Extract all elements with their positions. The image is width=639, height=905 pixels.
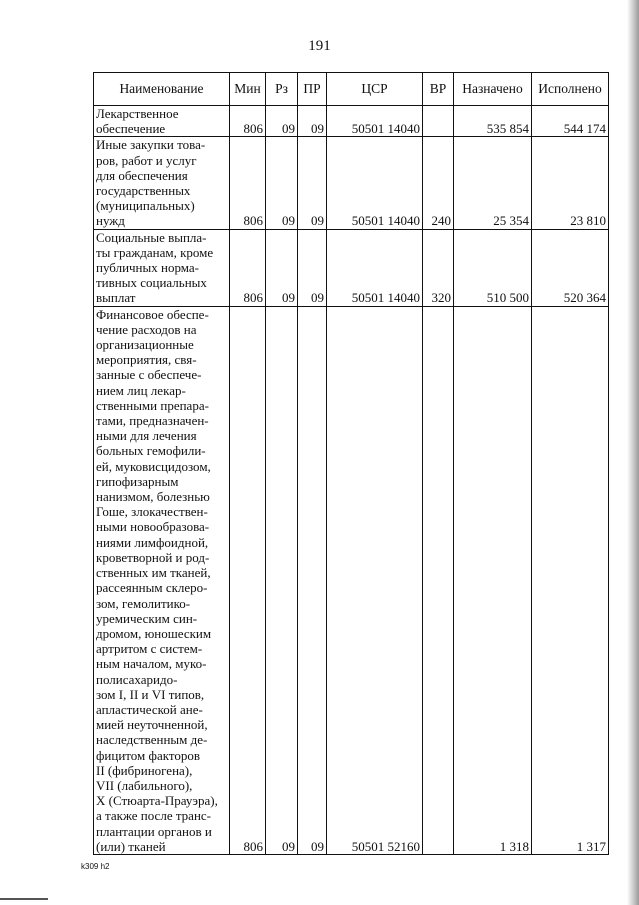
name-line: обеспечение [96,121,166,137]
table-row [94,306,609,854]
cell-min: 806 [230,106,266,137]
cell-pr: 09 [298,106,327,137]
name-line: Финансовое обеспе- [96,306,209,322]
cell-name [94,137,230,229]
cell-executed: 544 174 [532,106,609,137]
cell-name [94,229,230,306]
name-line: нием лиц лекар- [96,382,186,398]
cell-pr: 09 [298,229,327,306]
cell-rz: 09 [266,106,298,137]
cell-rz: 09 [266,137,298,229]
name-line: ными новообразова- [96,519,210,535]
cell-csr: 50501 52160 [327,306,423,854]
name-line: больных гемофили- [96,443,206,459]
cell-min: 806 [230,137,266,229]
header-name: Наименование [94,73,230,106]
cell-executed: 1 317 [532,306,609,854]
name-line: организационные [96,337,194,353]
name-line: а также после транс- [96,808,212,824]
name-line: ты гражданам, кроме [96,244,214,260]
name-line: ниями лимфоидной, [96,534,209,550]
name-line: ственными препара- [96,397,209,413]
cell-pr: 09 [298,137,327,229]
name-line: дромом, юношеским [96,625,212,641]
cell-vr: 240 [423,137,454,229]
name-line: для обеспечения [96,167,188,183]
name-line: зом, гемолитико- [96,595,191,611]
name-line: чение расходов на [96,321,197,337]
name-line: тивных социальных [96,275,207,291]
name-line: уремическим син- [96,610,198,626]
name-line: зом I, II и VI типов, [96,686,205,702]
cell-assigned: 510 500 [454,229,532,306]
cell-vr: 320 [423,229,454,306]
header-rz: Рз [266,73,298,106]
name-line: X (Стюарта-Прауэра), [96,793,218,809]
name-line: Иные закупки това- [96,137,206,153]
name-line: (муниципальных) [96,198,195,214]
name-line: рассеянным склеро- [96,580,208,596]
cell-assigned: 25 354 [454,137,532,229]
cell-pr: 09 [298,306,327,854]
name-line: (или) тканей [96,838,166,854]
footer-code: k309 h2 [81,862,110,871]
name-line: фицитом факторов [96,747,201,763]
budget-table [93,72,609,855]
cell-executed: 23 810 [532,137,609,229]
name-line: нанизмом, болезнью [96,489,210,505]
name-line: выплат [96,290,136,306]
name-line: апластической ане- [96,701,203,717]
name-line: Лекарственное [96,106,179,121]
table-row [94,137,609,229]
cell-min: 806 [230,306,266,854]
cell-name [94,106,230,137]
cell-name [94,306,230,854]
name-line: ными для лечения [96,428,197,444]
name-line: плантации органов и [96,823,212,839]
cell-assigned: 1 318 [454,306,532,854]
cell-rz: 09 [266,306,298,854]
cell-vr [423,106,454,137]
name-line: ным началом, муко- [96,656,207,672]
name-line: государственных [96,183,191,199]
name-line: ей, муковисцидозом, [96,458,211,474]
name-line: ров, работ и услуг [96,152,197,168]
name-line: публичных норма- [96,260,199,276]
table-body [94,106,609,855]
cell-csr: 50501 14040 [327,229,423,306]
header-vr: ВР [423,73,454,106]
table-row [94,106,609,137]
name-line: ственных им тканей, [96,565,211,581]
header-assigned: Назначено [454,73,532,106]
cell-csr: 50501 14040 [327,106,423,137]
table-header-row [94,73,609,106]
name-line: артритом с систем- [96,641,203,657]
name-line: гипофизарным [96,473,179,489]
cell-assigned: 535 854 [454,106,532,137]
name-line: тами, предназначен- [96,413,209,429]
scan-mark [0,898,48,900]
name-line: кроветворной и род- [96,549,210,565]
scan-edge-shadow [627,0,639,905]
header-pr: ПР [298,73,327,106]
page-number: 191 [308,38,331,54]
name-line: мией неуточненной, [96,717,208,733]
table-row [94,229,609,306]
name-line: VII (лабильного), [96,777,193,793]
name-line: нужд [96,213,125,229]
name-line: II (фибриногена), [96,762,193,778]
name-line: мероприятия, свя- [96,352,197,368]
cell-csr: 50501 14040 [327,137,423,229]
header-csr: ЦСР [327,73,423,106]
name-line: наследственным де- [96,732,208,748]
cell-vr [423,306,454,854]
cell-executed: 520 364 [532,229,609,306]
name-line: полисахаридо- [96,671,178,687]
name-line: занные с обеспече- [96,367,202,383]
header-executed: Исполнено [532,73,609,106]
cell-min: 806 [230,229,266,306]
name-line: Гоше, злокачествен- [96,504,208,520]
name-line: Социальные выпла- [96,229,207,245]
cell-rz: 09 [266,229,298,306]
header-min: Мин [230,73,266,106]
